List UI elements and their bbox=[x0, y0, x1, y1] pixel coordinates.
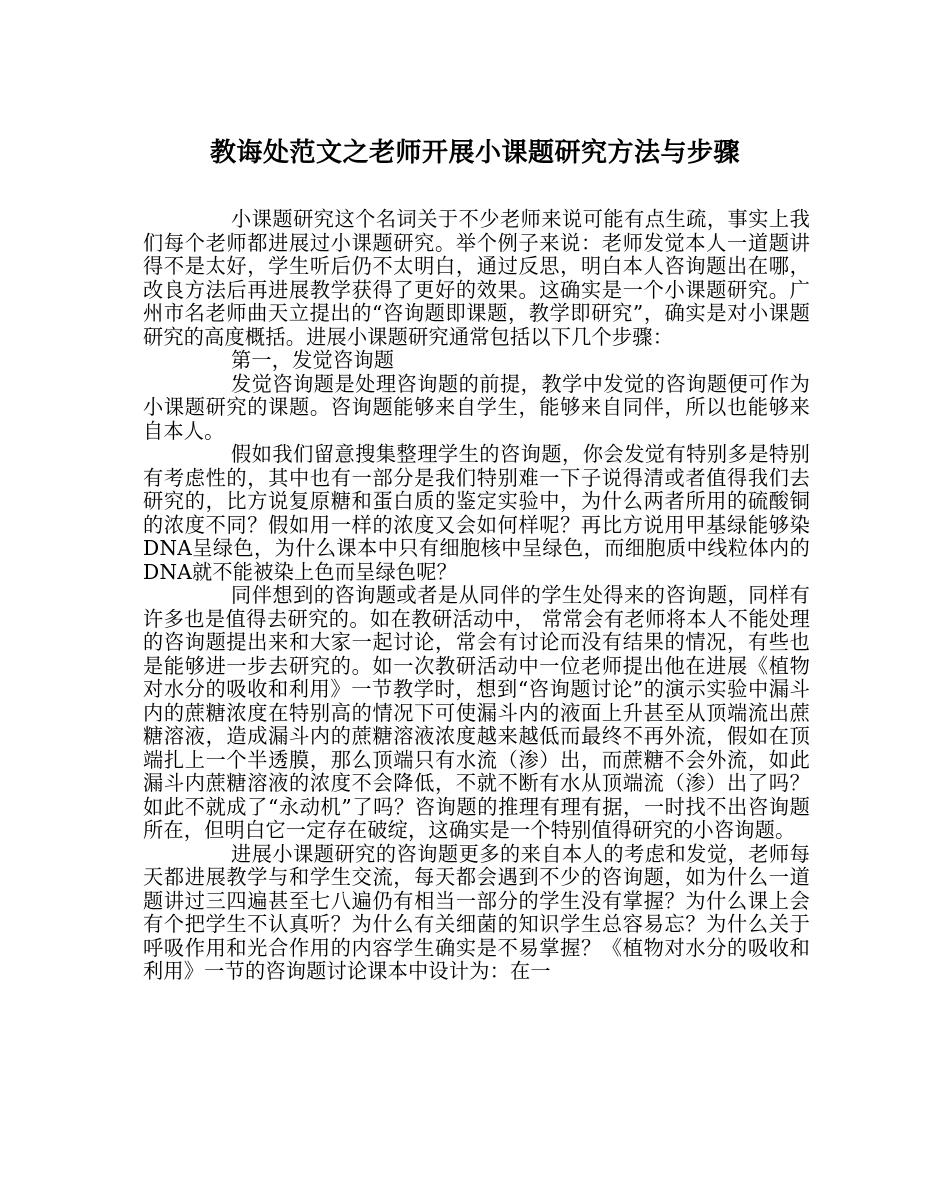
paragraph-student-questions: 假如我们留意搜集整理学生的咨询题，你会发觉有特别多是特别有考虑性的，其中也有一部分是我们特别难一下子说得清或者值得我们去研究的，比方说复原糖和蛋白质的鉴定实验中，为什么两者所用的硫酸铜的浓度不同？假如用一样的浓度又会如何样呢？再比方说用甲基绿能够染DNA呈绿色，为什么课本中只有细胞核中呈绿色，而细胞质中线粒体内的DNA就不能被染上色而呈绿色呢？ bbox=[143, 442, 810, 584]
document-title: 教诲处范文之老师开展小课题研究方法与步骤 bbox=[209, 138, 740, 168]
paragraph-own-questions: 进展小课题研究的咨询题更多的来自本人的考虑和发觉，老师每天都进展教学与和学生交流，每天都会遇到不少的咨询题，如为什么一道题讲过三四遍甚至七八遍仍有相当一部分的学生没有掌握？为什么课上会有个把学生不认真听？为什么有关细菌的知识学生总容易忘？为什么关于呼吸作用和光合作用的内容学生确实是不易掌握？《植物对水分的吸收和利用》一节的咨询题讨论课本中设计为：在一 bbox=[143, 841, 810, 983]
paragraph-discover-problems: 发觉咨询题是处理咨询题的前提，教学中发觉的咨询题便可作为小课题研究的课题。咨询题能够来自学生，能够来自同伴，所以也能够来自本人。 bbox=[143, 371, 810, 443]
paragraph-peer-questions: 同伴想到的咨询题或者是从同伴的学生处得来的咨询题，同样有许多也是值得去研究的。如在教研活动中， 常常会有老师将本人不能处理的咨询题提出来和大家一起讨论，常会有讨论而没有结果的情况，有些也是能够进一步去研究的。如一次教研活动中一位老师提出他在进展《植物对水分的吸收和利用》一节教学时，想到“咨询题讨论”的演示实验中漏斗内的蔗糖浓度在特别高的情况下可使漏斗内的液面上升甚至从顶端流出蔗糖溶液，造成漏斗内的蔗糖溶液浓度越来越低而最终不再外流，假如在顶端扎上一个半透膜，那么顶端只有水流（渗）出，而蔗糖不会外流，如此漏斗内蔗糖溶液的浓度不会降低，不就不断有水从顶端流（渗）出了吗？如此不就成了“永动机”了吗？咨询题的推理有理有据，一时找不出咨询题所在，但明白它一定存在破绽，这确实是一个特别值得研究的小咨询题。 bbox=[143, 583, 810, 842]
paragraph-step-one-heading: 第一，发觉咨询题 bbox=[231, 348, 395, 372]
paragraph-intro: 小课题研究这个名词关于不少老师来说可能有点生疏，事实上我们每个老师都进展过小课题研究。举个例子来说：老师发觉本人一道题讲得不是太好，学生听后仍不太明白，通过反思，明白本人咨询题出在哪，改良方法后再进展教学获得了更好的效果。这确实是一个小课题研究。广州市名老师曲天立提出的“咨询题即课题，教学即研究”，确实是对小课题研究的高度概括。进展小课题研究通常包括以下几个步骤： bbox=[143, 207, 810, 349]
document-body bbox=[143, 208, 810, 984]
